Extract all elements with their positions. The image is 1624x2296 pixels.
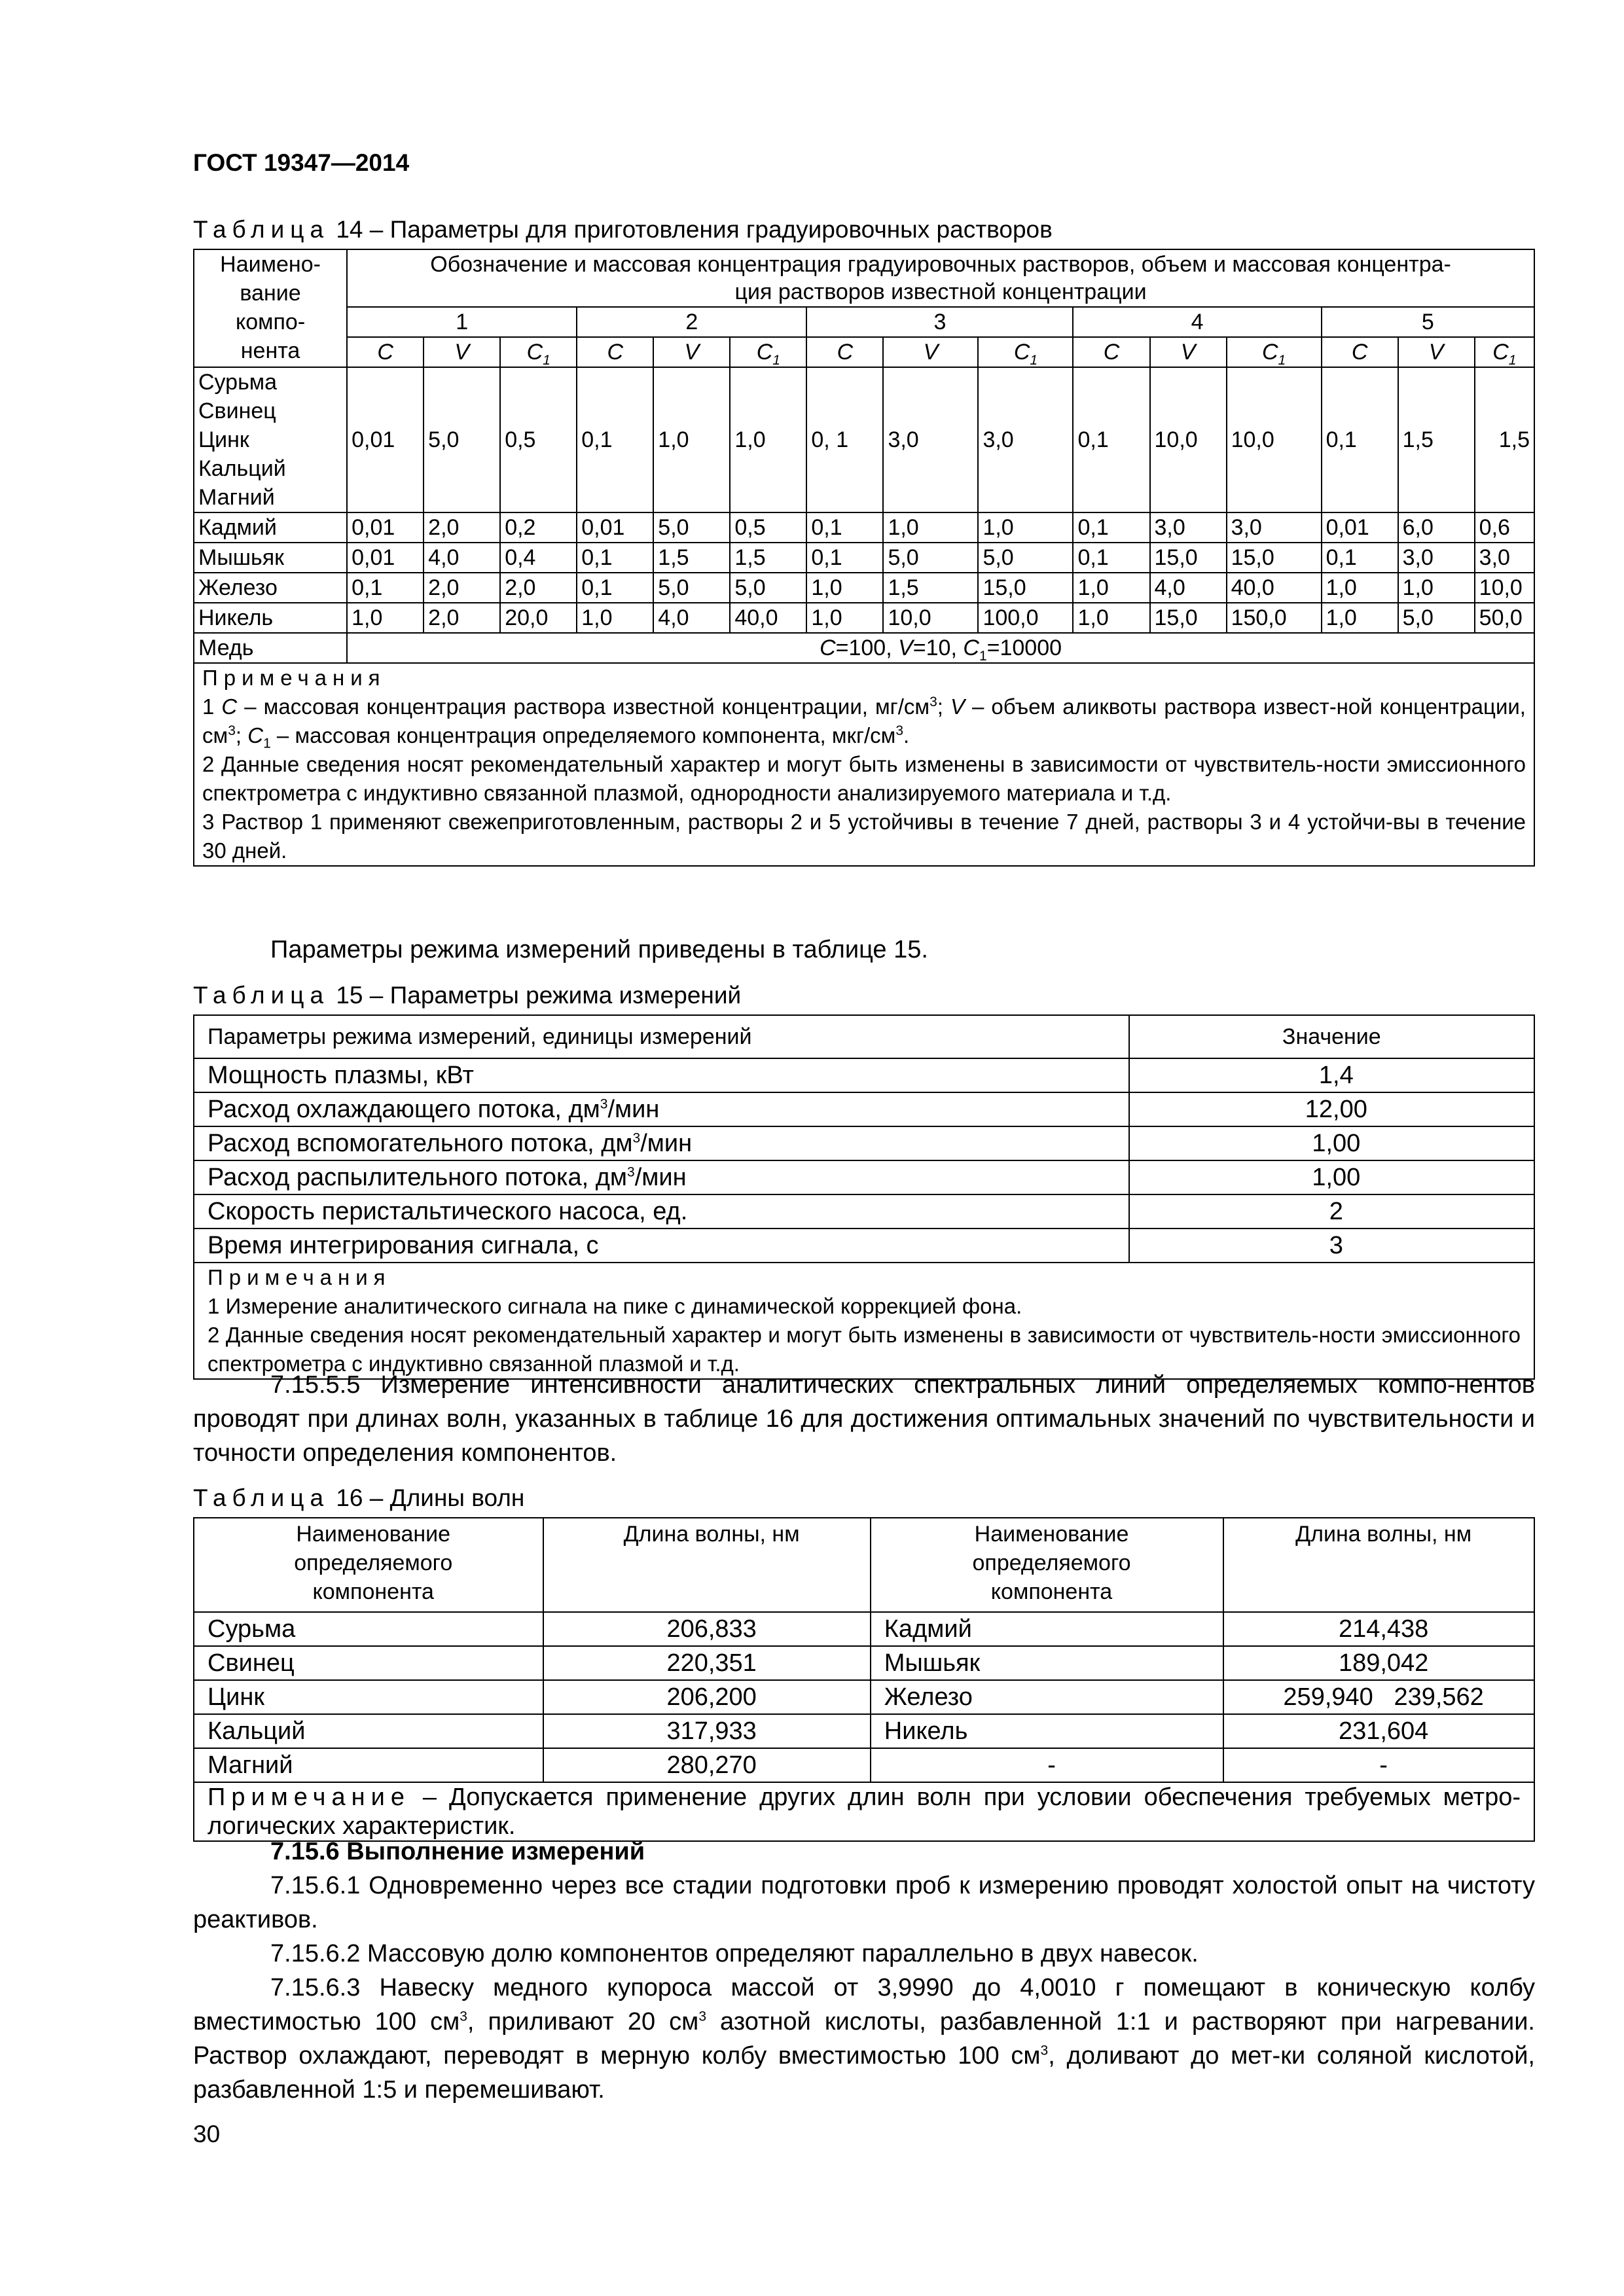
value-cell: 6,0 — [1398, 512, 1475, 543]
value-cell: 0,4 — [500, 543, 577, 573]
value-cell: 3,0 — [883, 367, 978, 512]
note-word: Примечание — [208, 1784, 410, 1811]
text: C — [526, 340, 543, 365]
wavelength: 259,940 239,562 — [1223, 1680, 1534, 1714]
note-2: 2 Данные сведения носят рекомендательный характер и могут быть изменены в зависимости от чувствитель-ности эмиссионного спектрометра с индуктивно связанной плазмой, однородности анализируемого материала и т.д. — [202, 752, 1526, 805]
value-cell: 1,0 — [1322, 603, 1398, 633]
text: V — [898, 636, 913, 660]
text: C — [221, 694, 238, 719]
text: C — [247, 723, 264, 747]
sub-header-v: V — [1150, 337, 1227, 367]
paragraph-7-15-6-1: 7.15.6.1 Одновременно через все стадии подготовки проб к измерению проводят холостой опыт на чистоту реактивов. — [193, 1872, 1535, 1933]
value-cell: 5,0 — [653, 573, 730, 603]
value-cell: 1,5 — [883, 573, 978, 603]
header-wavelength-left: Длина волны, нм — [543, 1518, 870, 1612]
note-1 — [202, 692, 1526, 750]
paragraph-7-15-6-3 — [193, 1971, 1535, 2107]
header-line: Наименование — [296, 1522, 451, 1547]
value-cell: 0,01 — [1322, 512, 1398, 543]
value-cell: 50,0 — [1475, 603, 1534, 633]
notes-title: Примечания — [202, 666, 386, 690]
page-number: 30 — [193, 2121, 221, 2147]
paragraph-7-15-5-5: 7.15.5.5 Измерение интенсивности аналитических спектральных линий определяемых компо-нентов проводят при длинах волн, указанных в таблице 16 для достижения оптимальных значений по чувствительности и точности определения компонентов. — [193, 1371, 1535, 1467]
caption-word: Таблица — [193, 982, 330, 1009]
value-cell: 0,1 — [347, 573, 424, 603]
text: Расход распылительного потока, дм — [208, 1164, 628, 1191]
note-text: – Допускается применение других длин волн при условии обеспечения требуемых метро-логических характеристик. — [208, 1784, 1521, 1840]
table-row — [194, 1680, 1534, 1714]
text: C — [756, 340, 773, 365]
text: 3 — [228, 723, 236, 738]
paragraph-7-15-6-2: 7.15.6.2 Массовую долю компонентов определяют параллельно в двух навесок. — [270, 1940, 1199, 1967]
value-cell: 0,1 — [577, 573, 653, 603]
wavelength: 206,200 — [543, 1680, 870, 1714]
value-cell: 4,0 — [1150, 573, 1227, 603]
header-description — [347, 249, 1534, 307]
param-value: 1,4 — [1129, 1058, 1534, 1092]
text: – массовая концентрация определяемого компонента, мкг/см — [270, 723, 896, 747]
text: V — [950, 694, 965, 719]
value-cell: 2,0 — [500, 573, 577, 603]
param-value: 2 — [1129, 1194, 1534, 1229]
sub-header-v: V — [1398, 337, 1475, 367]
subscript: 1 — [1030, 352, 1038, 368]
value-cell: 0,5 — [730, 512, 806, 543]
component-name: Медь — [194, 633, 347, 663]
caption-word: Таблица — [193, 1484, 330, 1511]
section-7-15-6-title: 7.15.6 Выполнение измерений — [270, 1838, 645, 1865]
text: C — [1261, 340, 1278, 365]
text: Расход охлаждающего потока, дм — [208, 1096, 600, 1123]
sub-header-c: C — [577, 337, 653, 367]
param-name: Мощность плазмы, кВт — [194, 1058, 1129, 1092]
group-number: 3 — [806, 307, 1073, 337]
value-cell: 40,0 — [1227, 573, 1322, 603]
group-number: 4 — [1073, 307, 1321, 337]
text: =10, — [912, 636, 964, 660]
table-14-caption — [193, 216, 1053, 243]
superscript: 3 — [1040, 2043, 1049, 2058]
header-value: Значение — [1129, 1015, 1534, 1058]
value-cell: 1,5 — [730, 543, 806, 573]
value-cell: 0,6 — [1475, 512, 1534, 543]
text: 1 — [202, 694, 222, 719]
text: =100, — [835, 636, 899, 660]
sub-header-c1 — [978, 337, 1073, 367]
header-line: определяемого — [972, 1551, 1131, 1575]
value-cell: 4,0 — [653, 603, 730, 633]
value-cell: 1,0 — [653, 367, 730, 512]
wavelength: 231,604 — [1223, 1714, 1534, 1748]
value-cell: 2,0 — [424, 512, 500, 543]
value-cell: 0,1 — [577, 543, 653, 573]
header-parameter: Параметры режима измерений, единицы измерений — [194, 1015, 1129, 1058]
table-row — [194, 663, 1534, 866]
component-name: Цинк — [194, 1680, 543, 1714]
value-cell: 15,0 — [1150, 543, 1227, 573]
superscript: 3 — [627, 1164, 635, 1180]
text: /мин — [634, 1164, 687, 1191]
sub-header-c: C — [1073, 337, 1149, 367]
value-cell: 1,0 — [347, 603, 424, 633]
value-cell: 0,5 — [500, 367, 577, 512]
header-component — [194, 249, 347, 367]
value-cell: 3,0 — [1227, 512, 1322, 543]
value-cell: 5,0 — [653, 512, 730, 543]
component-name: Железо — [194, 573, 347, 603]
value-cell: 15,0 — [1150, 603, 1227, 633]
text: /мин — [607, 1096, 660, 1123]
text: C — [1013, 340, 1030, 365]
table-15 — [193, 1014, 1535, 1380]
value-cell: 10,0 — [1475, 573, 1534, 603]
header-line: вание — [240, 281, 301, 306]
value-cell: 0,01 — [347, 367, 424, 512]
value-cell: 1,5 — [1398, 367, 1475, 512]
param-name: Скорость перистальтического насоса, ед. — [194, 1194, 1129, 1229]
text: азотной кислоты, разбавленной 1:1 и растворяют при нагревании. Раствор охлаждают, переводят в мерную колбу вместимостью 100 см — [193, 2008, 1535, 2070]
wavelength: 220,351 — [543, 1646, 870, 1680]
value-cell: 15,0 — [978, 573, 1073, 603]
text: 1 — [263, 736, 271, 751]
text: ; — [235, 723, 248, 747]
value-cell: 3,0 — [1150, 512, 1227, 543]
text: /мин — [640, 1130, 693, 1157]
value-cell: 0,01 — [347, 512, 424, 543]
header-component-right — [871, 1518, 1223, 1612]
wavelength: - — [1223, 1748, 1534, 1782]
value-cell: 40,0 — [730, 603, 806, 633]
value-cell: 5,0 — [424, 367, 500, 512]
subscript: 1 — [1278, 352, 1286, 368]
component-name: Кадмий — [871, 1612, 1223, 1646]
value-cell: 0,01 — [577, 512, 653, 543]
superscript: 3 — [600, 1096, 608, 1112]
component-name: Магний — [194, 1748, 543, 1782]
subscript: 1 — [772, 352, 780, 368]
caption-text: 14 – Параметры для приготовления градуировочных растворов — [329, 216, 1053, 243]
paragraph-params: Параметры режима измерений приведены в таблице 15. — [270, 936, 928, 963]
text: C — [820, 636, 836, 660]
value-cell: 3,0 — [1398, 543, 1475, 573]
value-cell: 1,0 — [577, 603, 653, 633]
value-cell: 10,0 — [1150, 367, 1227, 512]
sub-header-c: C — [806, 337, 883, 367]
sub-header-c: C — [347, 337, 424, 367]
header-component-left — [194, 1518, 543, 1612]
component-name: Свинец — [194, 1646, 543, 1680]
table-16-caption — [193, 1484, 524, 1512]
value-cell: 1,0 — [806, 573, 883, 603]
value-cell: 0, 1 — [806, 367, 883, 512]
sub-header-c1 — [1227, 337, 1322, 367]
component-name: Мышьяк — [194, 543, 347, 573]
text: . — [903, 723, 910, 747]
superscript: 3 — [460, 2009, 467, 2024]
component-name: Никель — [194, 603, 347, 633]
component-name: Свинец — [198, 399, 276, 423]
value-cell: 1,0 — [730, 367, 806, 512]
text: ; — [937, 694, 950, 719]
value-cell: 0,2 — [500, 512, 577, 543]
value-cell: 5,0 — [883, 543, 978, 573]
group-number: 1 — [347, 307, 577, 337]
param-name — [194, 1126, 1129, 1160]
header-line: ция растворов известной концентрации — [734, 279, 1147, 304]
component-name: Никель — [871, 1714, 1223, 1748]
text: 1 — [979, 648, 987, 664]
component-name: - — [871, 1748, 1223, 1782]
text: , доливают до мет-ки соляной кислотой, разбавленной 1:5 и перемешивают. — [193, 2042, 1535, 2104]
note-3: 3 Раствор 1 применяют свежеприготовленным, растворы 2 и 5 устойчивы в течение 7 дней, растворы 3 и 4 устойчи-вы в течение 30 дней. — [202, 810, 1526, 863]
param-value: 12,00 — [1129, 1092, 1534, 1126]
value-cell: 20,0 — [500, 603, 577, 633]
value-cell: 5,0 — [1398, 603, 1475, 633]
wavelength: 280,270 — [543, 1748, 870, 1782]
sub-header-v: V — [424, 337, 500, 367]
value-cell: 3,0 — [978, 367, 1073, 512]
table-row — [194, 1646, 1534, 1680]
component-name: Сурьма — [198, 370, 278, 395]
param-value: 1,00 — [1129, 1126, 1534, 1160]
value-cell: 5,0 — [978, 543, 1073, 573]
value-cell: 0,1 — [1073, 512, 1149, 543]
value-cell: 0,1 — [806, 543, 883, 573]
group-number: 2 — [577, 307, 806, 337]
table-row — [194, 1748, 1534, 1782]
value-cell: 1,0 — [883, 512, 978, 543]
group-component-names — [194, 367, 347, 512]
text: 3 — [929, 694, 937, 709]
table-14-notes — [194, 663, 1534, 866]
value-cell: 100,0 — [978, 603, 1073, 633]
value-cell: 0,1 — [1322, 367, 1398, 512]
value-cell: 10,0 — [883, 603, 978, 633]
value-cell: 1,0 — [1073, 573, 1149, 603]
wavelength: 214,438 — [1223, 1612, 1534, 1646]
text: , приливают 20 см — [467, 2008, 699, 2036]
param-name — [194, 1160, 1129, 1194]
component-name: Железо — [871, 1680, 1223, 1714]
value-cell: 15,0 — [1227, 543, 1322, 573]
superscript: 3 — [698, 2009, 706, 2024]
wavelength: 189,042 — [1223, 1646, 1534, 1680]
copper-values — [347, 633, 1534, 663]
sub-header-c: C — [1322, 337, 1398, 367]
component-name: Кальций — [194, 1714, 543, 1748]
value-cell: 1,5 — [653, 543, 730, 573]
param-name — [194, 1092, 1129, 1126]
header-line: компонента — [990, 1579, 1113, 1604]
value-cell: 0,1 — [806, 512, 883, 543]
header-wavelength-right: Длина волны, нм — [1223, 1518, 1534, 1612]
table-row — [194, 1612, 1534, 1646]
value-cell: 2,0 — [424, 603, 500, 633]
header-line: нента — [240, 338, 300, 363]
table-15-notes — [194, 1263, 1534, 1379]
sub-header-v: V — [883, 337, 978, 367]
note-2: 2 Данные сведения носят рекомендательный характер и могут быть изменены в зависимости от чувствитель-ности эмиссионного спектрометра с индуктивно связанной плазмой и т.д. — [208, 1323, 1521, 1376]
table-row — [194, 543, 1534, 573]
value-cell: 1,0 — [806, 603, 883, 633]
table-row — [194, 512, 1534, 543]
param-name: Время интегрирования сигнала, с — [194, 1229, 1129, 1263]
value-cell: 1,0 — [978, 512, 1073, 543]
component-name: Сурьма — [194, 1612, 543, 1646]
caption-text: 15 – Параметры режима измерений — [329, 982, 742, 1009]
table-16 — [193, 1517, 1535, 1842]
table-15-caption — [193, 982, 741, 1009]
table-row — [194, 603, 1534, 633]
sub-header-c1 — [500, 337, 577, 367]
subscript: 1 — [1508, 352, 1517, 368]
header-line: Обозначение и массовая концентрация градуировочных растворов, объем и массовая концентра- — [430, 252, 1451, 277]
header-line: компо- — [235, 310, 306, 334]
component-name: Мышьяк — [871, 1646, 1223, 1680]
table-row — [194, 633, 1534, 663]
table-14 — [193, 249, 1535, 867]
sub-header-c1 — [1475, 337, 1534, 367]
value-cell: 1,0 — [1322, 573, 1398, 603]
note-1: 1 Измерение аналитического сигнала на пике с динамической коррекцией фона. — [208, 1294, 1022, 1318]
caption-word: Таблица — [193, 216, 330, 243]
text: C — [1492, 340, 1509, 365]
header-line: Наимено- — [220, 252, 321, 277]
value-cell: 2,0 — [424, 573, 500, 603]
sub-header-c1 — [730, 337, 806, 367]
param-value: 3 — [1129, 1229, 1534, 1263]
value-cell: 10,0 — [1227, 367, 1322, 512]
standard-code: ГОСТ 19347—2014 — [193, 149, 410, 176]
value-cell: 1,5 — [1475, 367, 1534, 512]
component-name: Цинк — [198, 427, 249, 452]
table-row — [194, 1714, 1534, 1748]
text: =10000 — [986, 636, 1062, 660]
table-16-note — [194, 1782, 1534, 1841]
value-cell: 0,1 — [1073, 543, 1149, 573]
subscript: 1 — [543, 352, 550, 368]
value-cell: 0,1 — [577, 367, 653, 512]
header-line: компонента — [312, 1579, 434, 1604]
text: – массовая концентрация раствора известной концентрации, мг/см — [237, 694, 930, 719]
value-cell: 1,0 — [1073, 603, 1149, 633]
superscript: 3 — [632, 1130, 641, 1146]
table-row — [194, 573, 1534, 603]
param-value: 1,00 — [1129, 1160, 1534, 1194]
caption-text: 16 – Длины волн — [329, 1484, 525, 1511]
header-line: Наименование — [974, 1522, 1129, 1547]
component-name: Кальций — [198, 456, 286, 481]
value-cell: 1,0 — [1398, 573, 1475, 603]
value-cell: 4,0 — [424, 543, 500, 573]
component-name: Магний — [198, 485, 275, 510]
header-line: определяемого — [294, 1551, 453, 1575]
value-cell: 5,0 — [730, 573, 806, 603]
value-cell: 150,0 — [1227, 603, 1322, 633]
value-cell: 3,0 — [1475, 543, 1534, 573]
wavelength: 206,833 — [543, 1612, 870, 1646]
group-number: 5 — [1322, 307, 1534, 337]
text: – объем аликвоты раствора извест-ной концентрации, см — [202, 694, 1526, 747]
sub-header-v: V — [653, 337, 730, 367]
value-cell: 0,1 — [1322, 543, 1398, 573]
text: Расход вспомогательного потока, дм — [208, 1130, 633, 1157]
text: 3 — [895, 723, 904, 738]
component-name: Кадмий — [194, 512, 347, 543]
value-cell: 0,1 — [1073, 367, 1149, 512]
text: 7.15.6.3 Навеску медного купороса массой от 3,9990 до 4,0010 г помещают в коническую колбу вместимостью 100 см — [193, 1974, 1535, 2036]
text: C — [963, 636, 979, 660]
value-cell: 0,01 — [347, 543, 424, 573]
wavelength: 317,933 — [543, 1714, 870, 1748]
notes-title: Примечания — [208, 1265, 391, 1289]
